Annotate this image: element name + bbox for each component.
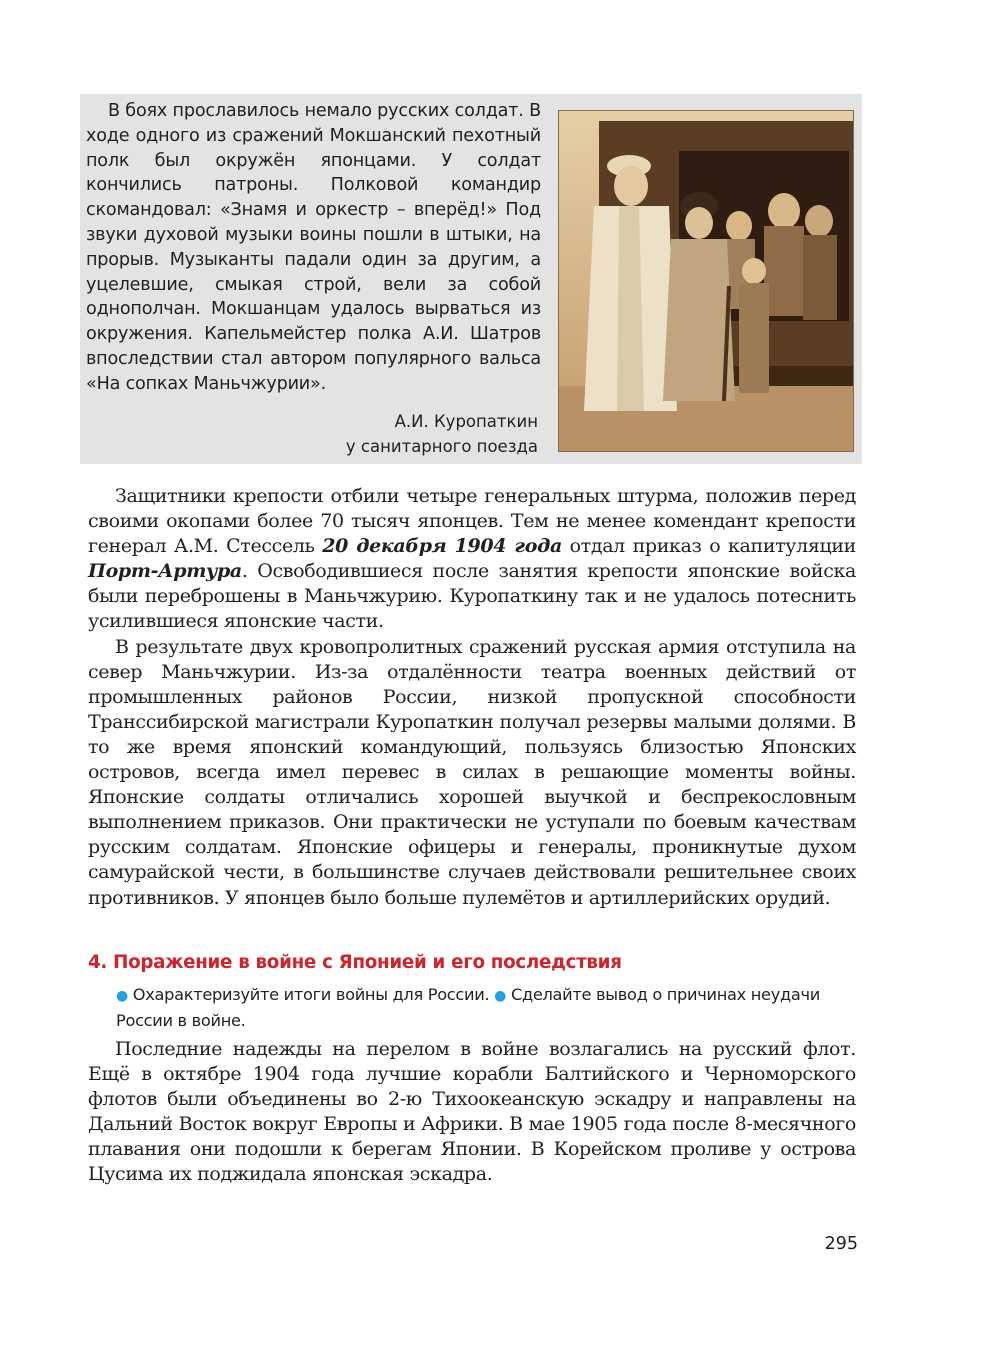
section-heading: 4. Поражение в войне с Японией и его последствия <box>88 952 622 973</box>
task-2: Сделайте вывод о причинах неудачи России в войне. <box>116 985 820 1030</box>
section-tasks <box>116 983 858 1032</box>
paragraph-text: . Освободившиеся после занятия крепости японские войска были переброшены в Маньчжурию. Куропаткину так и не удалось потеснить усилившиеся японские части. <box>88 560 856 633</box>
bullet-icon: ● <box>494 988 507 1004</box>
place-highlight: Порт-Артура <box>88 560 242 583</box>
paragraph-retreat: В результате двух кровопролитных сражений русская армия отступила на север Маньчжурии. Из-за отдалённости театра военных действий от промышленных районов России, низкой пропускной способности Транссибирской магистрали Куропаткин получал резервы малыми долями. В то же время японский командующий, пользуясь близостью Японских островов, всегда имел перевес в силах в решающие моменты войны. Японские солдаты отличались хорошей выучкой и беспрекословным выполнением приказов. Они практически не уступали по боевым качествам русским солдатам. Японские офицеры и генералы, проникнутые духом самурайской чести, в большинстве случаев действовали решительнее своих противников. У японцев было больше пулемётов и артиллерийских орудий. <box>88 635 856 909</box>
paragraph-tsushima: Последние надежды на перелом в войне возлагались на русский флот. Ещё в октябре 1904 года лучшие корабли Балтийского и Черноморского флотов были объединены во 2-ю Тихоокеанскую эскадру и направлены на Дальний Восток вокруг Европы и Африки. В мае 1905 года после 8-месячного плавания они подошли к берегам Японии. В Корейском проливе у острова Цусима их поджидала японская эскадра. <box>88 1038 856 1186</box>
paragraph-text: Защитники крепости отбили четыре генеральных штурма, положив перед своими окопами более 70 тысяч японцев. Тем не менее комендант крепости генерал А.М. Стессель <box>88 485 856 558</box>
main-text-section-1 <box>88 484 856 911</box>
photo-caption <box>300 410 538 459</box>
paragraph-port-arthur <box>88 484 856 635</box>
kuropatkin-photo-illustration <box>559 111 854 452</box>
historical-photo <box>558 110 854 452</box>
sidebar-story <box>86 99 541 397</box>
page-number: 295 <box>824 1234 858 1254</box>
caption-line-1: А.И. Куропаткин <box>394 412 538 431</box>
main-text-section-2 <box>88 1037 856 1188</box>
task-1: Охарактеризуйте итоги войны для России. <box>132 985 490 1004</box>
date-highlight: 20 декабря 1904 года <box>322 535 562 558</box>
sidebar-paragraph: В боях прославилось немало русских солдат. В ходе одного из сражений Мокшанский пехотный полк был окружён японцами. У солдат кончились патроны. Полковой командир скомандовал: «Знамя и оркестр – вперёд!» Под звуки духовой музыки воины пошли в штыки, на прорыв. Музыканты падали один за другим, а уцелевшие, смыкая строй, вели за собой однополчан. Мокшанцам удалось вырваться из окружения. Капельмейстер полка А.И. Шатров впоследствии стал автором популярного вальса «На сопках Маньчжурии». <box>86 101 541 394</box>
paragraph-text: отдал приказ о капитуляции <box>561 535 856 558</box>
caption-line-2: у санитарного поезда <box>345 436 538 456</box>
bullet-icon: ● <box>116 988 128 1004</box>
